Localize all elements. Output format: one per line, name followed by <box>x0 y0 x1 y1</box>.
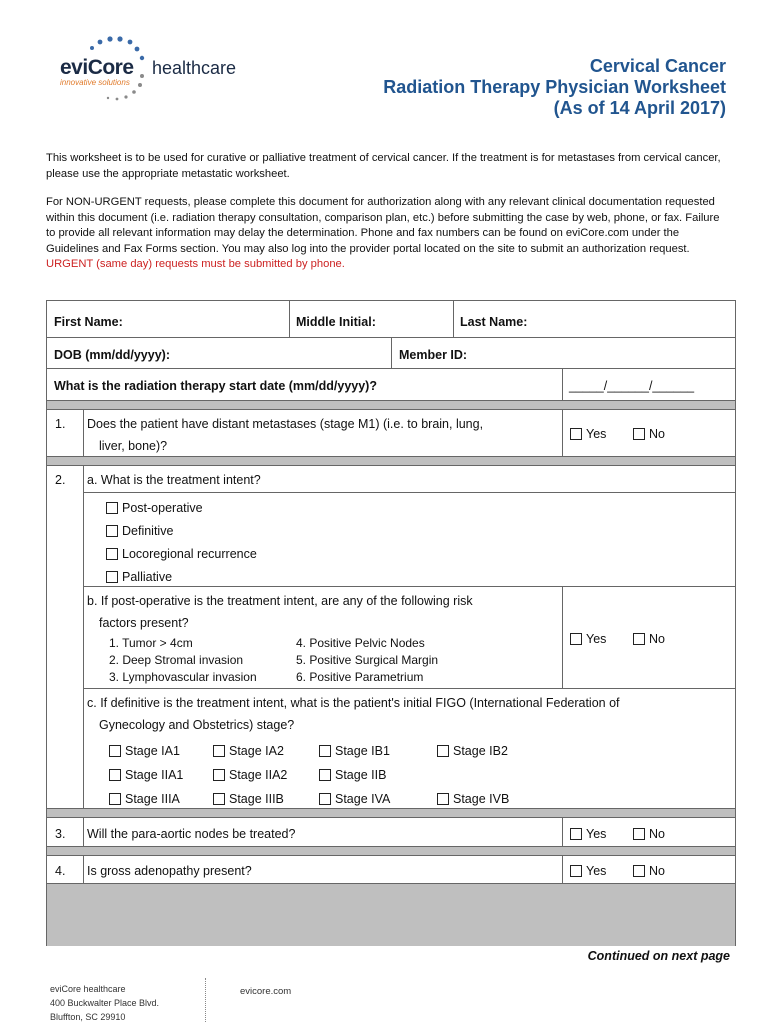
stage-iva-checkbox[interactable]: Stage IVA <box>319 792 390 806</box>
first-name-label: First Name: <box>54 315 123 329</box>
footer-divider <box>205 978 206 1022</box>
risk-factor-6: 6. Positive Parametrium <box>296 670 424 684</box>
start-date-field[interactable]: _____/______/______ <box>569 379 695 393</box>
middle-initial-field[interactable] <box>392 305 450 333</box>
q4-no-checkbox[interactable] <box>633 864 665 878</box>
urgent-note: URGENT (same day) requests must be submitted by phone. <box>46 258 345 270</box>
footer-address <box>50 982 159 1024</box>
q1-no-checkbox[interactable] <box>633 427 665 441</box>
footer-company: eviCore healthcare <box>50 984 126 994</box>
no-label: No <box>649 864 665 878</box>
question-2b-line-1: b. If post-operative is the treatment intent, are any of the following risk <box>87 594 473 608</box>
question-2c-line-1: c. If definitive is the treatment intent, what is the patient's initial FIGO (International Federation of <box>87 696 620 710</box>
stage-ib2-checkbox[interactable]: Stage IB2 <box>437 744 508 758</box>
question-2b-line-2: factors present? <box>99 616 189 630</box>
title-line-3: (As of 14 April 2017) <box>553 98 726 118</box>
risk-factor-5: 5. Positive Surgical Margin <box>296 653 439 667</box>
member-id-field[interactable] <box>479 340 731 366</box>
risk-factor-3: 3. Lymphovascular invasion <box>109 670 257 684</box>
footer-address-line-2: Bluffton, SC 29910 <box>50 1012 126 1022</box>
grey-footer-area <box>47 883 735 946</box>
first-name-field[interactable] <box>137 305 285 333</box>
intent-post-operative-checkbox[interactable]: Post-operative <box>106 501 203 515</box>
logo-brand: eviCore <box>60 56 134 79</box>
question-4-number: 4. <box>55 864 66 878</box>
separator-band <box>47 846 735 855</box>
logo-tagline: innovative solutions <box>60 78 130 87</box>
question-2c-line-2: Gynecology and Obstetrics) stage? <box>99 718 295 732</box>
footer-address-line-1: 400 Buckwalter Place Blvd. <box>50 998 160 1008</box>
stage-iib-checkbox[interactable]: Stage IIB <box>319 768 386 782</box>
risk-factor-1: 1. Tumor > 4cm <box>109 636 193 650</box>
separator-band <box>47 808 735 817</box>
last-name-field[interactable] <box>539 305 731 333</box>
page-title <box>383 56 726 119</box>
logo-suffix: healthcare <box>152 58 237 78</box>
question-2-number: 2. <box>55 473 66 487</box>
intent-palliative-checkbox[interactable]: Palliative <box>106 570 172 584</box>
yes-label: Yes <box>586 864 607 878</box>
footer-url[interactable]: evicore.com <box>240 986 292 997</box>
worksheet-form <box>46 300 736 946</box>
title-line-1: Cervical Cancer <box>589 56 726 76</box>
q2b-yes-checkbox[interactable] <box>570 632 606 646</box>
start-date-question: What is the radiation therapy start date (mm/dd/yyyy)? <box>54 379 377 393</box>
yes-label: Yes <box>586 827 607 841</box>
stage-iiia-checkbox[interactable]: Stage IIIA <box>109 792 180 806</box>
risk-factor-4: 4. Positive Pelvic Nodes <box>296 636 425 650</box>
stage-iia2-checkbox[interactable]: Stage IIA2 <box>213 768 287 782</box>
last-name-label: Last Name: <box>460 315 528 329</box>
yes-label: Yes <box>586 427 607 441</box>
question-1-number: 1. <box>55 417 66 431</box>
q2b-no-checkbox[interactable] <box>633 632 665 646</box>
intro-paragraph-1: This worksheet is to be used for curative or palliative treatment of cervical cancer. If the treatment is for metastases from cervical cancer, please use the appropriate metastatic worksheet. <box>46 152 721 180</box>
continued-note: Continued on next page <box>587 949 730 963</box>
no-label: No <box>649 427 665 441</box>
no-label: No <box>649 827 665 841</box>
stage-iia1-checkbox[interactable]: Stage IIA1 <box>109 768 183 782</box>
risk-factor-2: 2. Deep Stromal invasion <box>109 653 244 667</box>
q3-no-checkbox[interactable] <box>633 827 665 841</box>
intent-locoregional-checkbox[interactable]: Locoregional recurrence <box>106 547 257 561</box>
title-line-2: Radiation Therapy Physician Worksheet <box>383 77 726 97</box>
dob-field[interactable] <box>187 340 387 366</box>
stage-ia1-checkbox[interactable]: Stage IA1 <box>109 744 180 758</box>
member-id-label: Member ID: <box>399 348 468 362</box>
q4-yes-checkbox[interactable] <box>570 864 606 878</box>
stage-ia2-checkbox[interactable]: Stage IA2 <box>213 744 284 758</box>
intro-paragraph-2 <box>46 195 726 273</box>
dob-label: DOB (mm/dd/yyyy): <box>54 348 170 362</box>
yes-label: Yes <box>586 632 607 646</box>
no-label: No <box>649 632 665 646</box>
question-1-line-2: liver, bone)? <box>99 439 168 453</box>
separator-band <box>47 456 735 465</box>
question-4-text: Is gross adenopathy present? <box>87 864 252 878</box>
question-3-text: Will the para-aortic nodes be treated? <box>87 827 296 841</box>
intent-definitive-checkbox[interactable]: Definitive <box>106 524 173 538</box>
separator-band <box>47 400 735 409</box>
intro-paragraph-2-text: For NON-URGENT requests, please complete this document for authorization along with any relevant clinical documentation requested within this document (i.e. radiation therapy consultation, comparison plan, etc.) before submitting the case by web, phone, or fax. Failure to provide all relevant information may delay the determination. Phone and fax numbers can be found on eviCore.com under the Guidelines and Fax Forms section. You may also log into the provider portal located on the site to submit an authorization request. <box>46 196 720 255</box>
stage-iiib-checkbox[interactable]: Stage IIIB <box>213 792 284 806</box>
question-1-line-1: Does the patient have distant metastases (stage M1) (i.e. to brain, lung, <box>87 417 484 431</box>
evicore-logo <box>48 34 258 114</box>
question-3-number: 3. <box>55 827 66 841</box>
stage-ivb-checkbox[interactable]: Stage IVB <box>437 792 509 806</box>
middle-initial-label: Middle Initial: <box>296 315 376 329</box>
q1-yes-checkbox[interactable] <box>570 427 606 441</box>
stage-ib1-checkbox[interactable]: Stage IB1 <box>319 744 390 758</box>
q3-yes-checkbox[interactable] <box>570 827 606 841</box>
question-2a-text: a. What is the treatment intent? <box>87 473 261 487</box>
